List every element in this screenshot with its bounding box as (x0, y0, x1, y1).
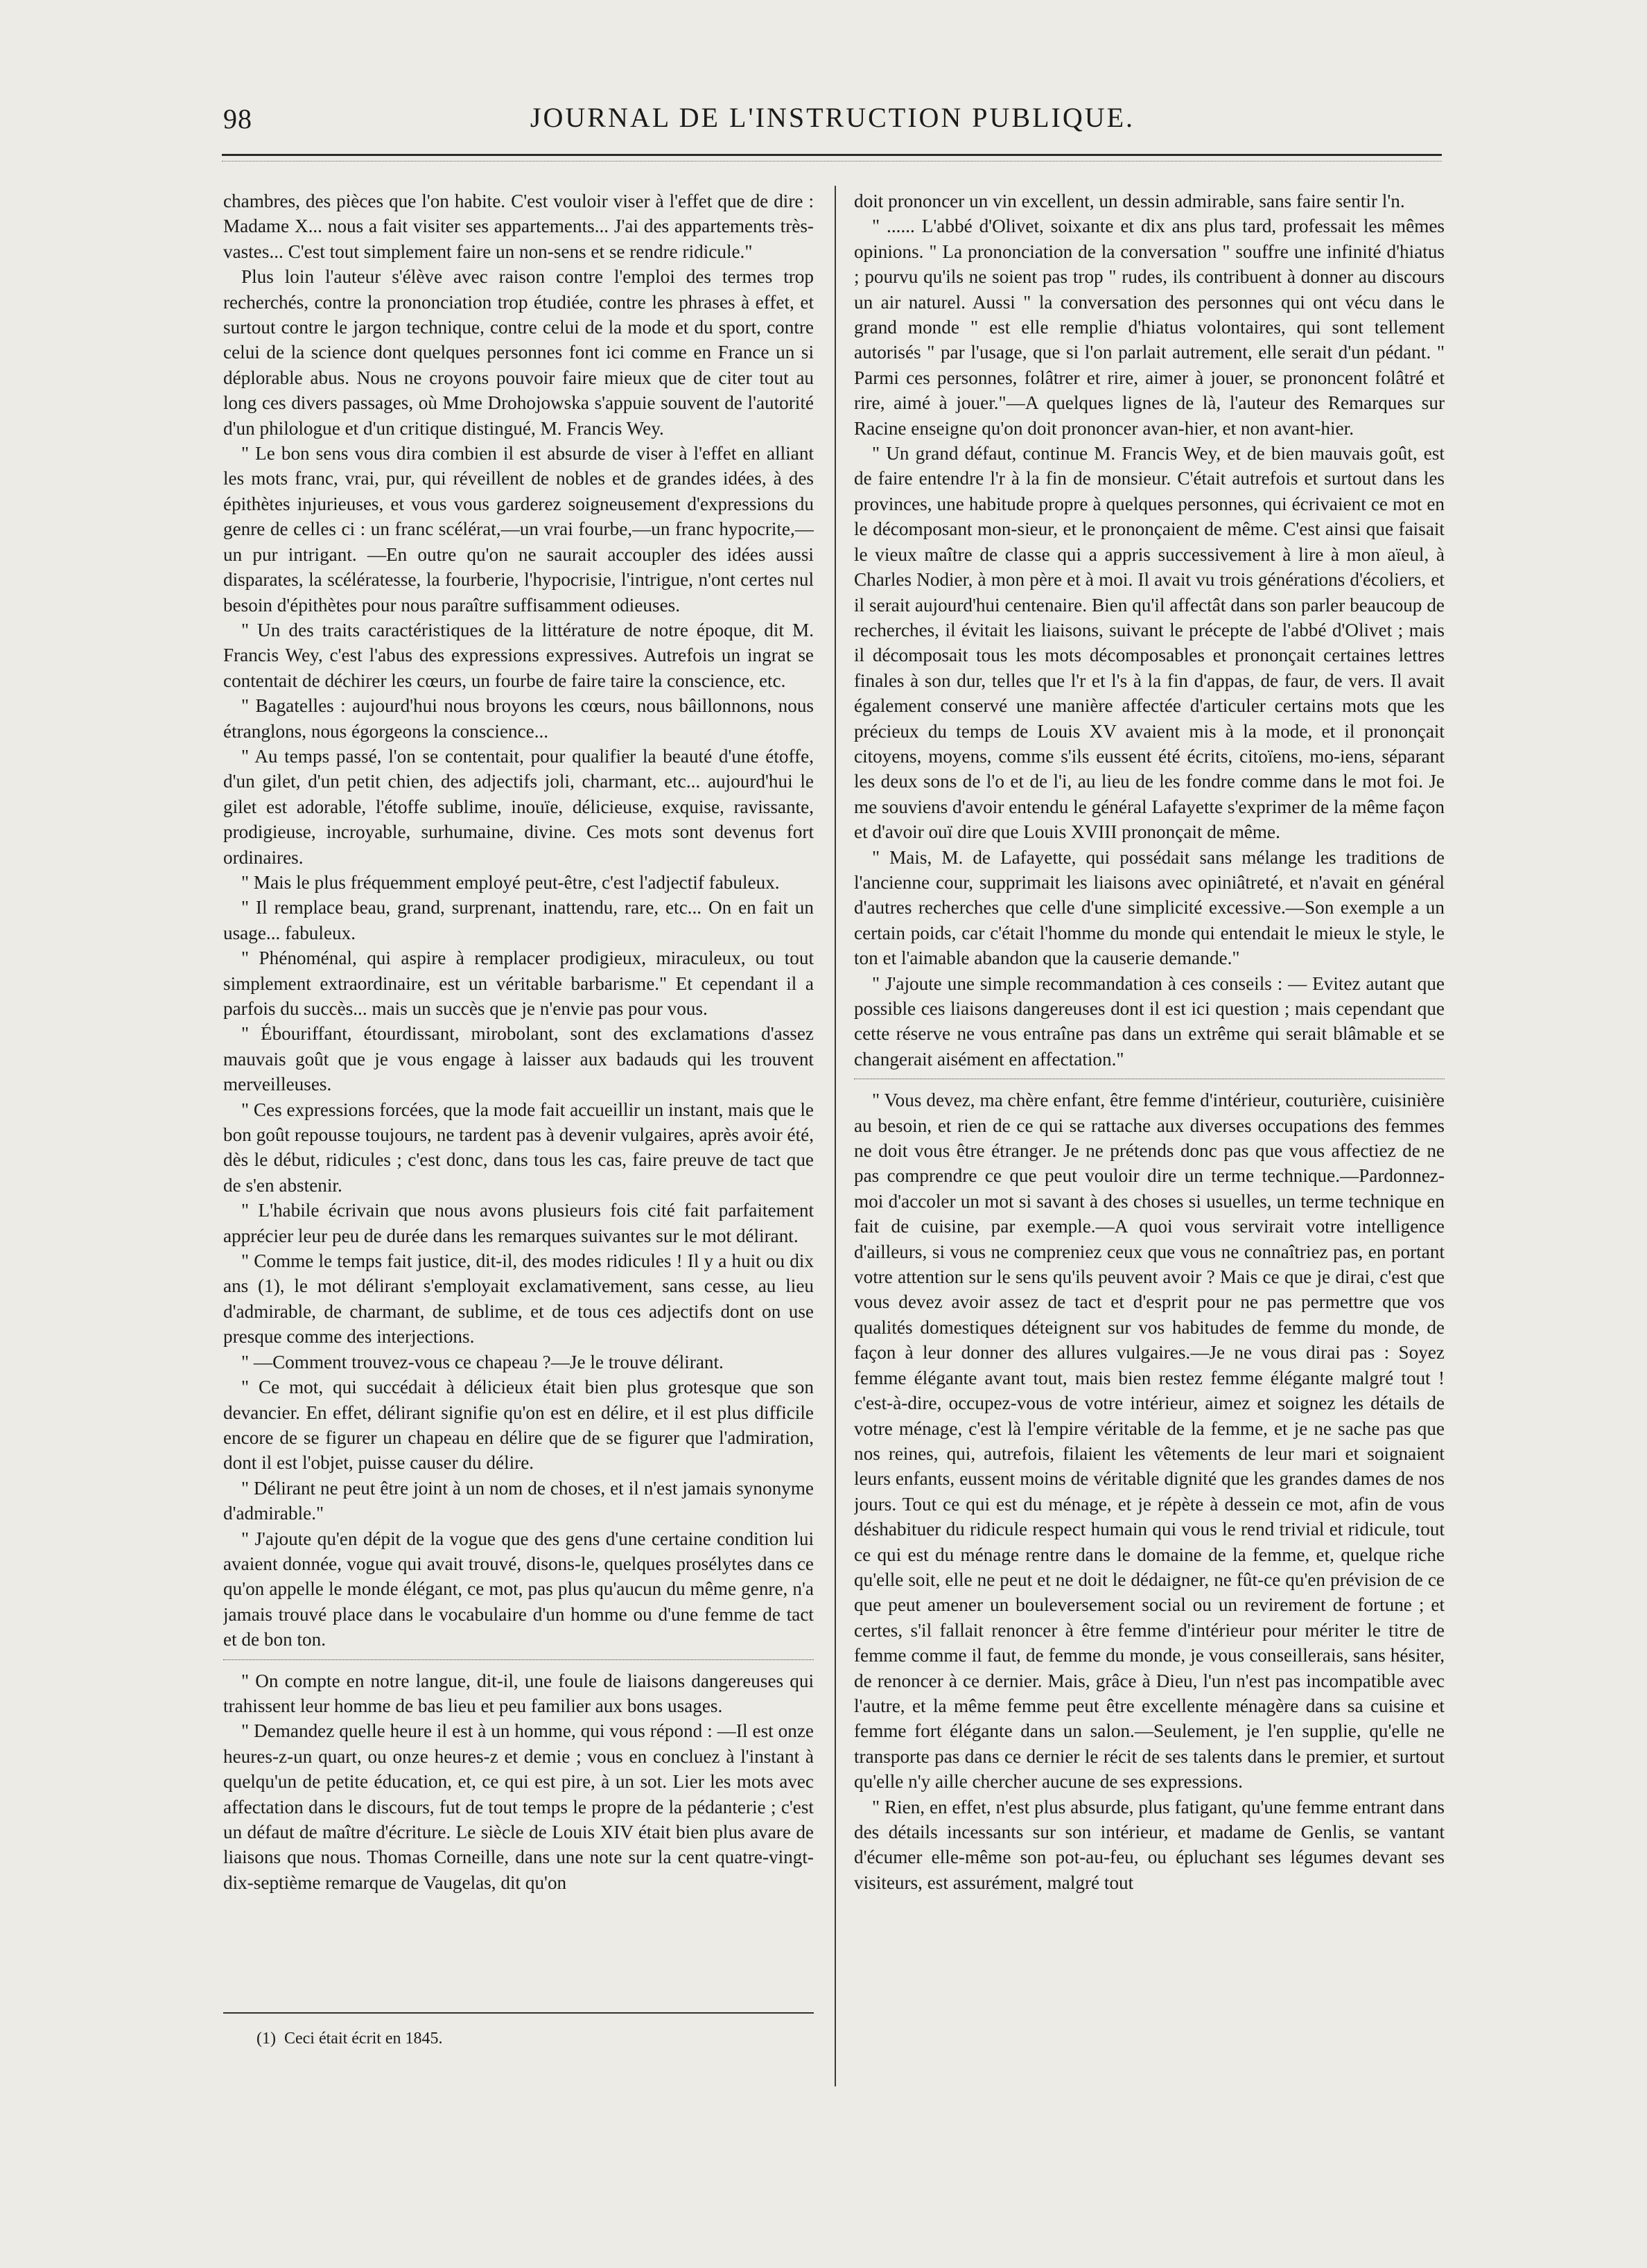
paragraph: " Le bon sens vous dira combien il est absurde de viser à l'effet en alliant les mots franc, vrai, pur, qui réveillent de nobles et de grandes idées, à des épithètes injurieuses, et vous vous garderez soigneusement d'expressions du genre de celles ci : un franc scélérat,—un vrai fourbe,—un franc hypocrite,—un pur intrigant. —En outre qu'on ne saurait accoupler des idées aussi disparates, la scélératesse, la fourberie, l'hypocrisie, l'intrigue, n'ont certes nul besoin d'épithètes pour nous paraître suffisamment odieuses. (223, 443, 814, 616)
section-separator (223, 1659, 814, 1660)
footnote (256, 2028, 811, 2049)
page-header (223, 97, 1442, 146)
paragraph: Plus loin l'auteur s'élève avec raison contre l'emploi des termes trop recherchés, contre la prononciation trop étudiée, contre les phrases à effet, et surtout contre le jargon technique, contre celui de la mode et du sport, contre celui de la science dont quelques personnes font ici comme en France un si déplorable abus. Nous ne croyons pouvoir faire mieux que de citer tout au long ces divers passages, où Mme Drohojowska s'appuie souvent de l'autorité d'un philologue et d'un critique distingué, M. Francis Wey. (223, 266, 814, 439)
paragraph: chambres, des pièces que l'on habite. C'est vouloir viser à l'effet que de dire : Madame X... nous a fait visiter ses appartements... J'ai des appartements très-vastes... C'est tout simplement faire un non-sens et se rendre ridicule." (223, 191, 814, 262)
paragraph: " Vous devez, ma chère enfant, être femme d'intérieur, couturière, cuisinière au besoin, et rien de ce qui se rattache aux diverses occupations des femmes ne doit vous être étranger. Je ne prétends donc pas que vous affectiez de ne pas comprendre ce que peut vouloir dire un terme technique.—Pardonnez-moi d'accoler un mot si savant à des choses si usuelles, un terme technique en fait de cuisine, par exemple.—A quoi vous servirait votre intelligence d'ailleurs, si vous ne compreniez ceux que vous ne connaîtriez pas, en portant votre attention sur le sens qu'ils peuvent avoir ? Mais ce que je dirai, c'est que vous devez avoir assez de tact et d'esprit pour ne pas permettre que vos qualités domestiques déteignent sur vos habitudes de femme du monde, de façon à leur donner des allures vulgaires.—Je ne vous dirai pas : Soyez femme élégante avant tout, mais bien restez femme élégante malgré tout ! c'est-à-dire, occupez-vous de votre intérieur, aimez et soignez les détails de votre ménage, c'est là l'empire véritable de la femme, et je ne sache pas que nos reines, qui, autrefois, filaient les vêtements de leur mari et soignaient leurs enfants, eussent moins de véritable dignité que les grandes dames de nos jours. Tout ce qui est du ménage, et je répète à dessein ce mot, afin de vous déshabituer du ridicule respect humain qui vous le rend trivial et ridicule, tout ce qui est du ménage rentre dans le domaine de la femme, et, quelque riche qu'elle soit, elle ne peut et ne doit le dédaigner, ne fût-ce qu'en prévision de ce que peut amener un bouleversement social ou un revirement de fortune ; et certes, s'il fallait renoncer à être femme d'intérieur pour mériter le titre de femme comme il faut, de femme du monde, je vous conseillerais, sans hésiter, de renoncer à ce dernier. Mais, grâce à Dieu, l'un n'est pas incompatible avec l'autre, et la même femme peut être excellente ménagère dans sa cuisine et femme fort élégante dans un salon.—Seulement, je l'en supplie, qu'elle ne transporte pas dans ce dernier le récit de ses talents dans le premier, et surtout qu'elle n'y aille chercher aucune de ses expressions. (854, 1090, 1445, 1792)
column-divider (835, 186, 836, 2086)
paragraph: " Mais, M. de Lafayette, qui possédait sans mélange les traditions de l'ancienne cour, supprimait les liaisons avec opiniâtreté, et n'avait en général d'autres recherches que celle d'une simplicité excessive.—Son exemple a un certain poids, car c'était l'homme du monde qui entendait le mieux le style, le ton et l'aimable abandon que la causerie demande." (854, 846, 1445, 969)
paragraph: " Délirant ne peut être joint à un nom de choses, et il n'est jamais synonyme d'admirable." (223, 1477, 814, 1524)
left-column (223, 189, 814, 2157)
paragraph: " Ce mot, qui succédait à délicieux était bien plus grotesque que son devancier. En effet, délirant signifie qu'on est en délire, et il est plus difficile encore de se figurer un chapeau en délire que de se figurer que l'admiration, dont il est l'objet, puisse causer du délire. (223, 1377, 814, 1474)
page-number: 98 (223, 103, 252, 134)
paragraph: " Mais le plus fréquemment employé peut-être, c'est l'adjectif fabuleux. (241, 871, 780, 893)
footnote-rule (223, 2012, 814, 2014)
paragraph: doit prononcer un vin excellent, un dessin admirable, sans faire sentir l'n. (854, 191, 1405, 211)
paragraph: " J'ajoute une simple recommandation à ces conseils : — Evitez autant que possible ces liaisons dangereuses dont il est ici question ; mais cependant que cette réserve ne vous entraîne pas dans un extrême qui serait blâmable et se changerait aisément en affectation." (854, 972, 1445, 1070)
paragraph: " —Comment trouvez-vous ce chapeau ?—Je le trouve délirant. (241, 1351, 724, 1372)
paragraph: " Ébouriffant, étourdissant, mirobolant, sont des exclamations d'assez mauvais goût que je vous engage à laisser aux badauds qui les trouvent merveilleuses. (223, 1023, 814, 1095)
paragraph: " J'ajoute qu'en dépit de la vogue que des gens d'une certaine condition lui avaient donnée, vogue qui avait trouvé, disons-le, quelques prosélytes dans ce qu'on appelle le monde élégant, ce mot, pas plus qu'aucun du même genre, n'a jamais trouvé place dans le vocabulaire d'un homme ou d'une femme de tact et de bon ton. (223, 1528, 814, 1650)
paragraph: " Au temps passé, l'on se contentait, pour qualifier la beauté d'une étoffe, d'un gilet, d'un petit chien, des adjectifs joli, charmant, etc... aujourd'hui le gilet est adorable, l'étoffe sublime, inouïe, délicieuse, exquise, ravissante, prodigieuse, incroyable, surhumaine, divine. Ces mots sont devenus fort ordinaires. (223, 745, 814, 868)
paragraph: " Comme le temps fait justice, dit-il, des modes ridicules ! Il y a huit ou dix ans (1), le mot délirant s'employait exclamativement, sans cesse, au lieu d'admirable, de charmant, de sublime, et de tous ces adjectifs dont on use presque comme des interjections. (223, 1250, 814, 1347)
footnote-mark: (1) (256, 2030, 276, 2048)
header-rule (222, 154, 1442, 156)
right-column (854, 189, 1445, 2157)
paragraph: " Demandez quelle heure il est à un homme, qui vous répond : —Il est onze heures-z-un quart, ou onze heures-z et demie ; vous en concluez à l'instant à quelqu'un de petite éducation, et, ce qui est pire, à un sot. Lier les mots avec affectation dans le discours, fut de tout temps le propre de la pédanterie ; c'est un défaut de maître d'écriture. Le siècle de Louis XIV était bien plus avare de liaisons que nous. Thomas Corneille, dans une note sur la cent quatre-vingt-dix-septième remarque de Vaugelas, dit qu'on (223, 1720, 814, 1893)
footnote-text: Ceci était écrit en 1845. (284, 2030, 443, 2048)
running-title: JOURNAL DE L'INSTRUCTION PUBLIQUE. (530, 102, 1135, 133)
paragraph: " On compte en notre langue, dit-il, une foule de liaisons dangereuses qui trahissent leur homme de bas lieu et peu familier aux bons usages. (223, 1670, 814, 1716)
paragraph: " ...... L'abbé d'Olivet, soixante et dix ans plus tard, professait les mêmes opinions. " La prononciation de la conversation " souffre une infinité d'hiatus ; pourvu qu'ils ne soient pas trop " rudes, ils contribuent à donner au discours un air naturel. Aussi " la conversation des personnes qui ont vécu dans le grand monde " est elle remplie d'hiatus volontaires, qui sont tellement autorisés " par l'usage, que si l'on parlait autrement, elle serait d'un pédant. " Parmi ces personnes, folâtrer et rire, aimer à jouer, se prononcent folâtré et rire, aimé à jouer."—A quelques lignes de là, l'auteur des Remarques sur Racine enseigne qu'on doit prononcer avan-hier, et non avant-hier. (854, 216, 1445, 439)
paragraph: " L'habile écrivain que nous avons plusieurs fois cité fait parfaitement apprécier leur peu de durée dans les remarques suivantes sur le mot délirant. (223, 1200, 814, 1246)
paragraph: " Un grand défaut, continue M. Francis Wey, et de bien mauvais goût, est de faire entendre l'r à la fin de monsieur. C'était autrefois et surtout dans les provinces, une habitude propre à quelques personnes, qui écrivaient ce mot en le décomposant mon-sieur, et le prononçaient de même. C'est ainsi que faisait le vieux maître de classe qui a appris successivement à lire à mon aïeul, à Charles Nodier, à mon père et à moi. Il avait vu trois générations d'écoliers, et il serait aujourd'hui centenaire. Bien qu'il affectât dans son parler beaucoup de recherches, il évitait les liaisons, suivant le précepte de l'abbé d'Olivet ; mais il décomposait tous les mots décomposables et prononçait certaines lettres finales à son dur, telles que l'r et l's à la fin d'appas, de faur, de vers. Il avait également conservé une manière affectée d'articuler certains mots que les précieux du temps de Louis XV avaient mis à la mode, et il prononçait citoyens, moyens, comme s'ils eussent été écrits, citoïens, mo-iens, séparant les deux sons de l'o et de l'i, au lieu de les fondre comme dans le mot foi. Je me souviens d'avoir entendu le général Lafayette s'exprimer de la même façon et d'avoir ouï dire que Louis XVIII prononçait de même. (854, 443, 1445, 843)
paragraph: " Bagatelles : aujourd'hui nous broyons les cœurs, nous bâillonnons, nous étranglons, nous égorgeons la conscience... (223, 695, 814, 742)
header-dotted-rule (222, 161, 1442, 162)
paragraph: " Phénoménal, qui aspire à remplacer prodigieux, miraculeux, ou tout simplement extraordinaire, est un véritable barbarisme." Et cependant il a parfois du succès... mais un succès que je n'envie pas pour vous. (223, 948, 814, 1019)
paragraph: " Il remplace beau, grand, surprenant, inattendu, rare, etc... On en fait un usage... fabuleux. (223, 897, 814, 943)
paragraph: " Ces expressions forcées, que la mode fait accueillir un instant, mais que le bon goût repousse toujours, ne tardent pas à devenir vulgaires, après avoir été, dès le début, ridicules ; c'est donc, dans tous les cas, faire preuve de tact que de s'en abstenir. (223, 1099, 814, 1196)
paragraph: " Rien, en effet, n'est plus absurde, plus fatigant, qu'une femme entrant dans des détails incessants sur son intérieur, et madame de Genlis, se vantant d'écumer elle-même son pot-au-feu, ou épluchant ses légumes devant ses visiteurs, est assurément, malgré tout (854, 1796, 1445, 1893)
paragraph: " Un des traits caractéristiques de la littérature de notre époque, dit M. Francis Wey, c'est l'abus des expressions expressives. Autrefois un ingrat se contentait de déchirer les cœurs, un fourbe de faire taire la conscience, etc. (223, 619, 814, 691)
